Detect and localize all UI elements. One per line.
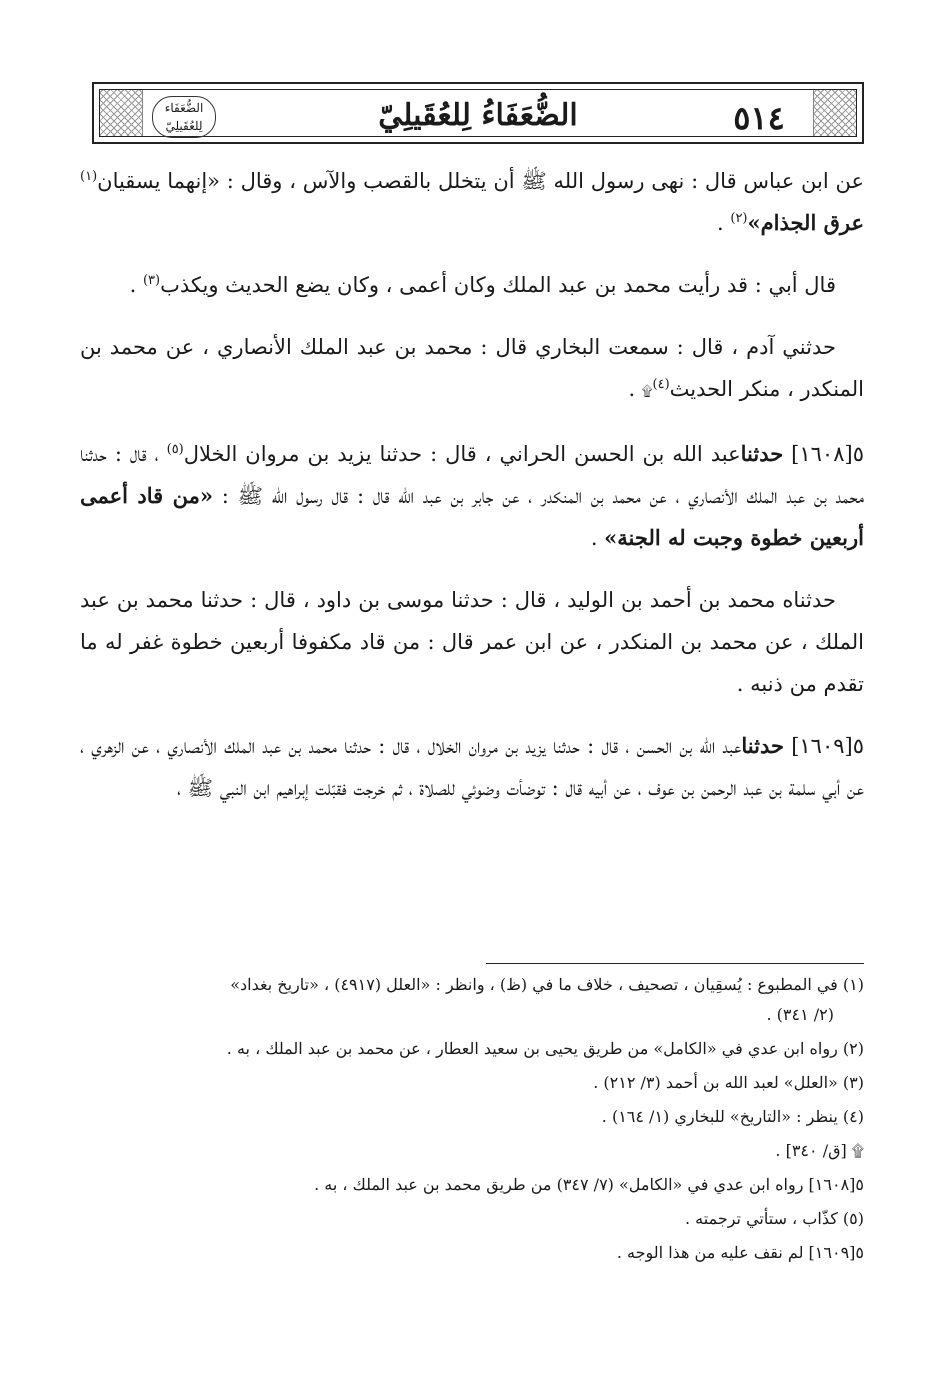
footnote-1608: ٥[١٦٠٨] رواه ابن عدي في «الكامل» (٧/ ٣٤٧) من طريق محمد بن عبد الملك ، به . [314,1175,864,1194]
p4-haddathana: حدثنا [740,441,784,466]
p6-haddathana: حدثنا [741,733,784,758]
p6-text: عبد الله بن الحسن ، قال : حدثنا يزيد بن مروان الخلال ، قال : حدثنا محمد بن عبد الملك الأنصاري ، عن الزهري ، عن أبي سلمة بن عبد الرحمن بن عوف ، عن أبيه قال : توضأت وضوئي للصلاة ، ثم خرجت فقبّلت إبراهيم ابن النبي ﷺ ، [80,734,864,800]
hadith-number-1609: ٥[١٦٠٩] [791,734,864,758]
page-number: ٥١٤ [733,99,785,137]
p2-text: قال أبي : قد رأيت محمد بن عبد الملك وكان أعمى ، وكان يضع الحديث ويكذب [160,273,836,297]
footnotes [80,968,864,1270]
hadith-number-1608: ٥[١٦٠٨] [791,442,864,466]
footnote-2: (٢) رواه ابن عدي في «الكامل» من طريق يحيى بن سعيد العطار ، عن محمد بن عبد الملك ، به . [226,1039,864,1058]
footnote-ref-1[interactable]: (١) [80,169,98,184]
footnote-1 [80,968,864,1032]
paragraph-2 [80,264,864,306]
p4-end: . [590,526,605,550]
footnote-1-text: (١) في المطبوع : يُسقِيان ، تصحيف ، خلاف ما في (ظ) ، وانظر : «العلل (٤٩١٧) ، «تاريخ بغداد» [230,975,864,994]
p5-text: حدثناه محمد بن أحمد بن الوليد ، قال : حدثنا موسى بن داود ، قال : حدثنا محمد بن عبد الملك ، عن محمد بن المنكدر ، عن ابن عمر قال : من قاد مكفوفا أربعين خطوة غفر له ما تقدم من ذنبه . [80,588,864,696]
p4-hadith-quote: «من قاد أعمى أربعين خطوة وجبت له الجنة» [80,483,864,550]
paragraph-1608 [80,433,864,559]
footnote-4: (٤) ينظر : «التاريخ» للبخاري (١/ ١٦٤) . [601,1107,864,1126]
p4-text: عبد الله بن الحسن الحراني ، قال : حدثنا يزيد بن مروان الخلال [183,442,741,466]
paragraph-3 [80,326,864,413]
book-title: الضُّعَفَاءُ لِلعُقَيلِيّ [378,98,578,133]
p3-text: حدثني آدم ، قال : سمعت البخاري قال : محمد بن عبد الملك الأنصاري ، عن محمد بن المنكدر ، منكر الحديث [80,335,864,401]
header-frame [99,89,857,137]
footnote-separator [486,963,864,964]
page-header [92,82,864,144]
p2-end: . [129,273,143,297]
emblem-line-2: لِلعُقَيلِيّ [165,119,203,133]
p3-end: . [628,377,642,401]
footnote-3: (٣) «العلل» لعبد الله بن أحمد (٣/ ٢١٢) . [593,1073,864,1092]
p4-mid: ، قال : حدثنا محمد بن عبد الملك الأنصاري ، عن محمد بن المنكدر ، عن جابر بن عبد الله قال : قال رسول الله ﷺ : [80,442,865,508]
footnote-ref-4[interactable]: (٤) [652,377,670,392]
footnote-1-continued: (٢/ ٣٤١) . [766,1005,834,1024]
emblem-line-1: الضُّعَفَاء [164,101,204,115]
footnote-ref-3[interactable]: (٣) [142,273,161,288]
footnote-ref-5[interactable]: (٥) [166,442,184,457]
folio-marker-icon: ۩ [641,384,653,400]
p1-quote-tail: عرق الجذام» [747,210,864,235]
footnote-1609: ٥[١٦٠٩] لم نقف عليه من هذا الوجه . [616,1243,864,1262]
p1-text: عن ابن عباس قال : نهى رسول الله ﷺ أن يتخلل بالقصب والآس ، وقال : «إنهما يسقيان [97,169,864,193]
main-text [80,160,864,829]
book-emblem [152,96,216,138]
paragraph-1 [80,160,864,244]
paragraph-5 [80,579,864,705]
paragraph-1609 [80,725,864,809]
footnote-folio-marker: ۩ [ق/ ٣٤٠] . [775,1141,864,1160]
footnote-ref-2[interactable]: (٢) [730,211,748,226]
p1-end: . [717,211,731,235]
footnote-5: (٥) كذّاب ، ستأتي ترجمته . [684,1209,864,1228]
